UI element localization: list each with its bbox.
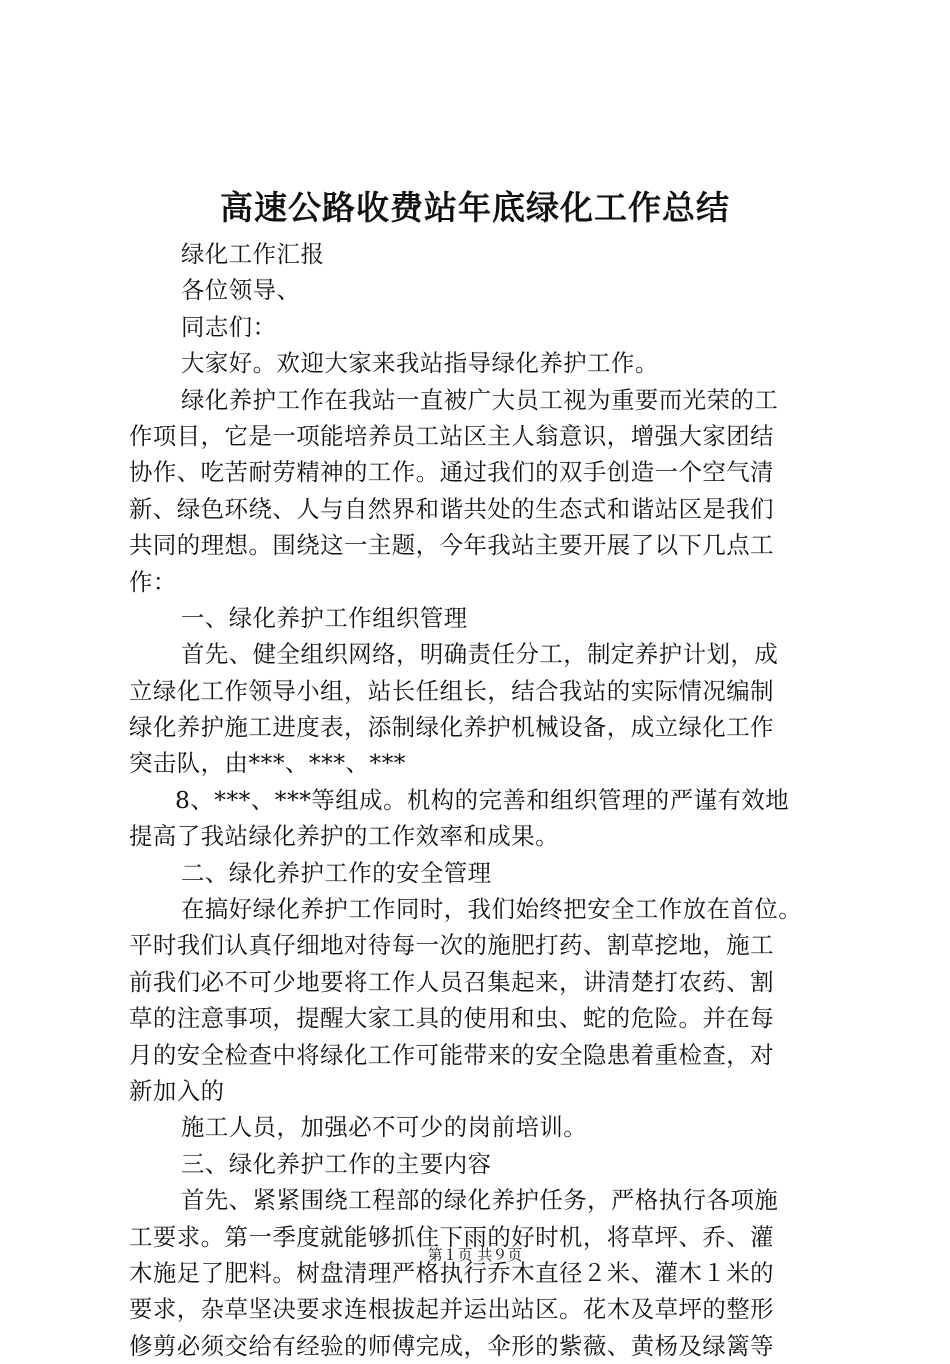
section-heading-3: 三、绿化养护工作的主要内容 (181, 1149, 492, 1178)
paragraph-line: 在搞好绿化养护工作同时，我们始终把安全工作放在首位。 (181, 895, 803, 924)
greeting-line: 大家好。欢迎大家来我站指导绿化养护工作。 (181, 349, 659, 378)
paragraph-line: 前我们必不可少地要将工作人员召集起来，讲清楚打农药、割 (129, 967, 775, 996)
paragraph-line: 首先、紧紧围绕工程部的绿化养护任务，严格执行各项施 (181, 1186, 779, 1215)
paragraph-line: 修剪必须交给有经验的师傅完成，伞形的紫薇、黄杨及绿篱等 (129, 1331, 775, 1360)
page-number-footer: 第１页 共９页 (427, 1246, 523, 1264)
paragraph-line: 木施足了肥料。树盘清理严格执行乔木直径２米、灌木１米的 (129, 1258, 775, 1287)
paragraph-line: 作项目，它是一项能培养员工站区主人翁意识，增强大家团结 (129, 421, 775, 450)
paragraph-line: 绿化养护工作在我站一直被广大员工视为重要而光荣的工 (181, 385, 779, 414)
paragraph-line: 平时我们认真仔细地对待每一次的施肥打药、割草挖地，施工 (129, 931, 775, 960)
paragraph-line: 工要求。第一季度就能够抓住下雨的好时机，将草坪、乔、灌 (129, 1222, 775, 1251)
paragraph-line: 要求，杂草坚决要求连根拔起并运出站区。花木及草坪的整形 (129, 1295, 775, 1324)
section-heading-1: 一、绿化养护工作组织管理 (181, 603, 468, 632)
paragraph-line: 草的注意事项，提醒大家工具的使用和虫、蛇的危险。并在每 (129, 1004, 775, 1033)
paragraph-line: 首先、健全组织网络，明确责任分工，制定养护计划，成 (181, 640, 779, 669)
paragraph-line: 8、***、***等组成。机构的完善和组织管理的严谨有效地 (175, 785, 790, 814)
paragraph-line: 新加入的 (129, 1076, 225, 1105)
paragraph-line: 立绿化工作领导小组，站长任组长，结合我站的实际情况编制 (129, 676, 775, 705)
salutation-comrades: 同志们： (181, 312, 277, 341)
document-title: 高速公路收费站年底绿化工作总结 (220, 188, 730, 227)
paragraph-line: 提高了我站绿化养护的工作效率和成果。 (129, 822, 560, 851)
section-heading-2: 二、绿化养护工作的安全管理 (181, 858, 492, 887)
paragraph-line: 突击队，由***、***、*** (129, 749, 406, 778)
paragraph-line: 绿化养护施工进度表，添制绿化养护机械设备，成立绿化工作 (129, 713, 775, 742)
paragraph-line: 协作、吃苦耐劳精神的工作。通过我们的双手创造一个空气清 (129, 458, 775, 487)
paragraph-line: 施工人员，加强必不可少的岗前培训。 (181, 1113, 588, 1142)
paragraph-line: 作： (129, 567, 177, 596)
paragraph-line: 月的安全检查中将绿化工作可能带来的安全隐患着重检查，对 (129, 1040, 775, 1069)
paragraph-line: 新、绿色环绕、人与自然界和谐共处的生态式和谐站区是我们 (129, 494, 775, 523)
document-body (129, 236, 841, 1364)
paragraph-line: 共同的理想。围绕这一主题，今年我站主要开展了以下几点工 (129, 531, 775, 560)
salutation-leaders: 各位领导、 (181, 276, 301, 305)
report-heading: 绿化工作汇报 (181, 240, 325, 268)
